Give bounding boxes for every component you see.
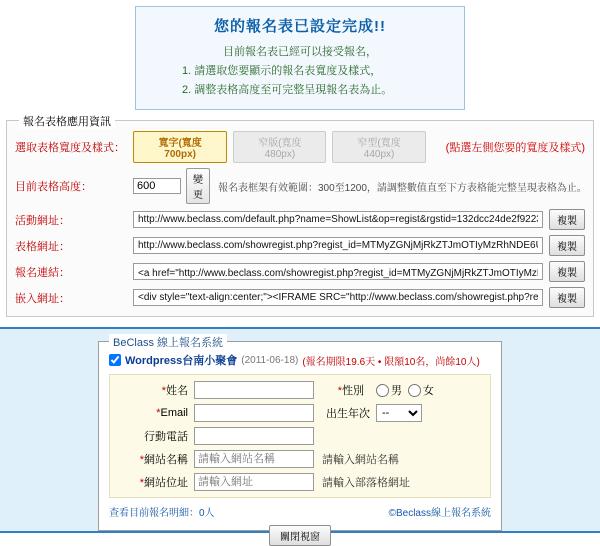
table-height-input[interactable] <box>133 178 181 194</box>
activity-url-label: 活動網址： <box>15 214 70 227</box>
style-row-label: 選取表格寬度及樣式： <box>15 142 125 154</box>
name-label: *姓名 <box>161 385 188 397</box>
height-row-label: 目前表格高度： <box>15 181 92 193</box>
site-name-row <box>116 450 484 468</box>
copy-embed-code-button[interactable]: 複製 <box>549 287 585 308</box>
copyright-text: ©Beclass線上報名系統 <box>388 508 491 519</box>
site-url-row <box>116 473 484 491</box>
setup-complete-notice <box>135 6 465 110</box>
event-select-checkbox[interactable] <box>109 354 121 366</box>
event-quota: (報名期限19.6天 • 限額10名，尚餘10人) <box>302 356 480 368</box>
embed-code-label: 嵌入網址： <box>15 292 70 305</box>
event-title: Wordpress台南小聚會 <box>125 355 238 367</box>
form-fields <box>109 374 491 498</box>
form-application-info-panel <box>6 116 594 317</box>
form-url-row <box>15 235 585 256</box>
activity-url-row <box>15 209 585 230</box>
mobile-input[interactable] <box>194 427 314 445</box>
email-input[interactable] <box>194 404 314 422</box>
notice-line-1: 目前報名表已經可以接受報名， <box>223 46 377 58</box>
panel-legend: 報名表格應用資訊 <box>19 113 115 129</box>
email-birth-row <box>116 404 484 422</box>
event-header <box>109 352 491 368</box>
site-name-label: *網站名稱 <box>139 454 188 466</box>
form-url-label: 表格網址： <box>15 240 70 253</box>
close-button-wrap <box>109 525 491 546</box>
site-name-input[interactable] <box>194 450 314 468</box>
event-date: (2011-06-18) <box>241 354 299 366</box>
name-gender-row <box>116 381 484 399</box>
notice-step-1: 1. 請選取您要顯示的報名表寬度及樣式， <box>182 65 382 77</box>
activity-url-input[interactable] <box>133 211 543 228</box>
site-url-label: *網站位址 <box>139 477 188 489</box>
form-url-input[interactable] <box>133 237 543 254</box>
registration-link-label: 報名連結： <box>15 266 70 279</box>
birth-label: 出生年次 <box>326 408 370 420</box>
height-row-note: 報名表框架有效範圍：300至1200，請調整數值直至下方表格能完整呈現表格為止。 <box>218 182 587 194</box>
copy-form-url-button[interactable]: 複製 <box>549 235 585 256</box>
registration-form-frame <box>98 337 502 543</box>
embed-code-input[interactable] <box>133 289 543 306</box>
change-height-button[interactable]: 變更 <box>186 168 210 204</box>
gender-male-radio[interactable] <box>376 384 389 397</box>
registration-link-input[interactable] <box>133 263 543 280</box>
view-registrations-link[interactable]: 查看目前報名明細：0人 <box>109 508 215 519</box>
gender-label: *性別 <box>337 385 364 397</box>
birth-year-select[interactable] <box>376 404 422 422</box>
notice-step-2: 2. 調整表格高度至可完整呈現報名表為止。 <box>182 84 393 96</box>
form-preview-area <box>0 327 600 543</box>
width-480-button[interactable]: 窄版(寬度480px) <box>233 131 326 163</box>
copy-activity-url-button[interactable]: 複製 <box>549 209 585 230</box>
style-row-note: (點選左側您要的寬度及樣式) <box>445 142 585 154</box>
close-window-button[interactable]: 關閉視窗 <box>269 525 331 546</box>
email-label: *Email <box>156 407 188 419</box>
site-url-input[interactable] <box>194 473 314 491</box>
copy-registration-link-button[interactable]: 複製 <box>549 261 585 282</box>
mobile-row <box>116 427 484 445</box>
mobile-label: 行動電話 <box>144 431 188 443</box>
style-selection-row <box>15 131 585 163</box>
width-440-button[interactable]: 窄型(寬度440px) <box>332 131 425 163</box>
embed-code-row <box>15 287 585 308</box>
gender-radio-group[interactable] <box>370 382 434 398</box>
gender-male-label: 男 <box>391 385 402 397</box>
site-url-hint: 請輸入部落格網址 <box>322 477 410 489</box>
notice-title: 您的報名表已設定完成!! <box>214 18 386 35</box>
form-footer <box>109 504 491 519</box>
name-input[interactable] <box>194 381 314 399</box>
registration-link-row <box>15 261 585 282</box>
table-height-row <box>15 168 585 204</box>
registration-system-legend: BeClass 線上報名系統 <box>109 334 227 350</box>
gender-female-label: 女 <box>423 385 434 397</box>
site-name-hint: 請輸入網站名稱 <box>322 454 399 466</box>
width-700-button[interactable]: 寬字(寬度700px) <box>133 131 227 163</box>
gender-female-radio[interactable] <box>408 384 421 397</box>
